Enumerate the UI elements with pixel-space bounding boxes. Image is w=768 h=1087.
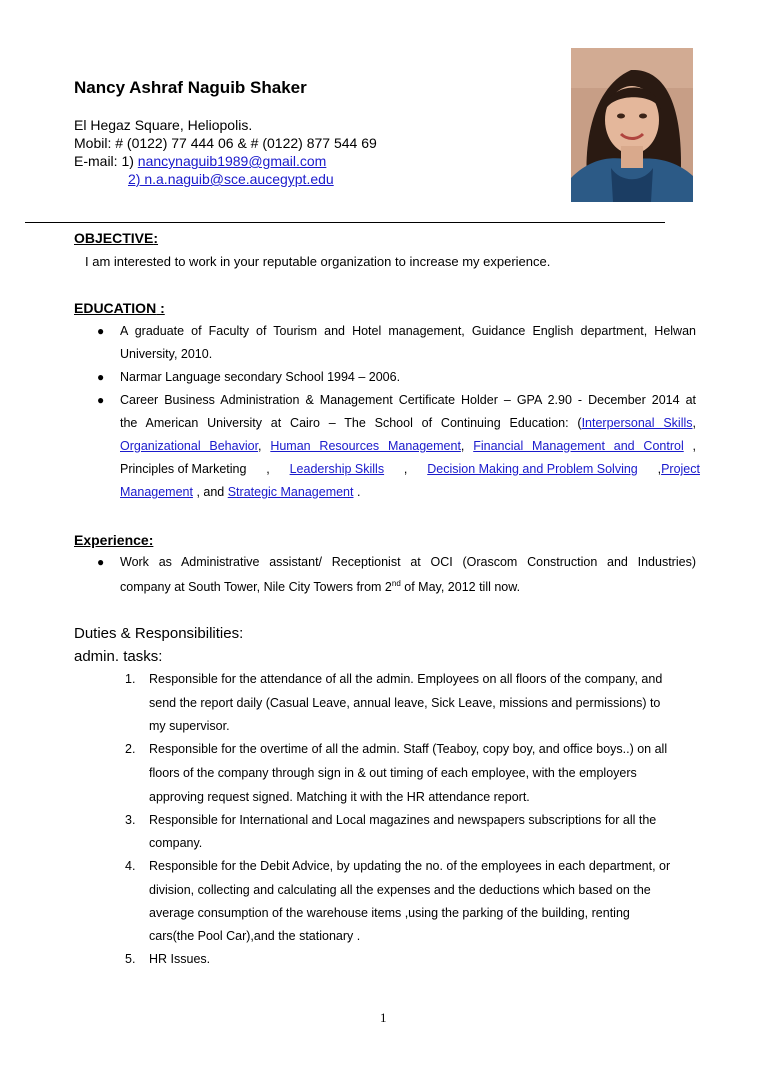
experience-line-2: company at South Tower, Nile City Towers from 2nd of May, 2012 till now. — [120, 579, 521, 595]
bullet-icon: ● — [97, 324, 105, 338]
duty-line: Responsible for the Debit Advice, by updating the no. of the employees in each department, or — [149, 859, 671, 873]
candidate-name: Nancy Ashraf Naguib Shaker — [74, 78, 307, 97]
bullet-icon: ● — [97, 393, 105, 407]
link-leadership-skills[interactable]: Leadership Skills — [289, 462, 385, 476]
objective-heading: OBJECTIVE: — [74, 230, 159, 246]
duty-line: division, collecting and calculating all the expenses and the deductions which based on the — [149, 883, 651, 897]
education-item-3-line-4: Principles of Marketing , Leadership Skills , Decision Making and Problem Solving ,Project — [120, 462, 700, 476]
education-item-2: Narmar Language secondary School 1994 – 2006. — [120, 370, 401, 384]
education-item-3-line-1: Career Business Administration & Management Certificate Holder – GPA 2.90 - December 2014 at — [120, 393, 696, 407]
experience-line-1: Work as Administrative assistant/ Receptionist at OCI (Orascom Construction and Industries) — [120, 555, 696, 569]
link-financial-management[interactable]: Financial Management and Control — [473, 439, 684, 453]
duty-line: send the report daily (Casual Leave, annual leave, Sick Leave, missions and permissions) to — [149, 696, 661, 710]
education-heading: EDUCATION : — [74, 300, 165, 316]
education-item-1-line-2: University, 2010. — [120, 347, 213, 361]
duty-line: approving request signed. Matching it with the HR attendance report. — [149, 790, 530, 804]
bullet-icon: ● — [97, 370, 105, 384]
link-project-management-part1[interactable]: Project — [661, 462, 700, 476]
header-divider — [25, 222, 665, 223]
link-strategic-management[interactable]: Strategic Management — [227, 485, 354, 499]
link-hr-management[interactable]: Human Resources Management — [270, 439, 461, 453]
address: El Hegaz Square, Heliopolis. — [74, 117, 253, 133]
portrait-image — [571, 48, 693, 202]
duties-subtitle: admin. tasks: — [74, 648, 163, 665]
duties-heading: Duties & Responsibilities: — [74, 625, 244, 642]
duty-line: company. — [149, 836, 203, 850]
education-item-3-line-2: the American University at Cairo – The School of Continuing Education: (Interpersonal Skills, — [120, 416, 696, 430]
duty-line: Responsible for the overtime of all the admin. Staff (Teaboy, copy boy, and office boys..) on all — [149, 742, 668, 756]
link-project-management-part2[interactable]: Management — [120, 485, 193, 499]
link-organizational-behavior[interactable]: Organizational Behavior — [120, 439, 259, 453]
email-line-2 — [128, 170, 334, 189]
link-interpersonal-skills[interactable]: Interpersonal Skills — [581, 416, 693, 430]
principles-of-marketing: Principles of Marketing — [120, 462, 247, 476]
email-link-2[interactable]: 2) n.a.naguib@sce.aucegypt.edu — [128, 171, 334, 187]
experience-heading: Experience: — [74, 532, 154, 548]
duty-number: 2. — [125, 742, 136, 756]
duty-line: average consumption of the warehouse items ,using the parking of the building, renting — [149, 906, 630, 920]
duty-number: 1. — [125, 672, 136, 686]
education-item-3-line-5: Management , and Strategic Management . — [120, 485, 361, 499]
objective-text: I am interested to work in your reputable organization to increase my experience. — [85, 254, 551, 269]
education-item-1-line-1: A graduate of Faculty of Tourism and Hotel management, Guidance English department, Helwan — [120, 324, 696, 338]
duty-line: floors of the company through sign in & out timing of each employee, with the employers — [149, 766, 637, 780]
duty-number: 4. — [125, 859, 136, 873]
education-item-3-line-3: Organizational Behavior, Human Resources Management, Financial Management and Control , — [120, 439, 697, 453]
mobile-numbers: Mobil: # (0122) 77 444 06 & # (0122) 877 544 69 — [74, 135, 377, 151]
profile-photo — [571, 48, 693, 202]
duty-line: Responsible for International and Local magazines and newspapers subscriptions for all the — [149, 813, 657, 827]
email-line-1 — [74, 152, 326, 171]
duty-line: cars(the Pool Car),and the stationary . — [149, 929, 361, 943]
duty-number: 5. — [125, 952, 136, 966]
link-decision-making[interactable]: Decision Making and Problem Solving — [427, 462, 638, 476]
email-prefix: E-mail: 1) — [74, 153, 138, 169]
duty-line: Responsible for the attendance of all the admin. Employees on all floors of the company, and — [149, 672, 663, 686]
page-number: 1 — [380, 1010, 387, 1025]
bullet-icon: ● — [97, 555, 105, 569]
duty-line: HR Issues. — [149, 952, 211, 966]
email-link-1[interactable]: nancynaguib1989@gmail.com — [137, 153, 327, 169]
duty-number: 3. — [125, 813, 136, 827]
duty-line: my supervisor. — [149, 719, 230, 733]
